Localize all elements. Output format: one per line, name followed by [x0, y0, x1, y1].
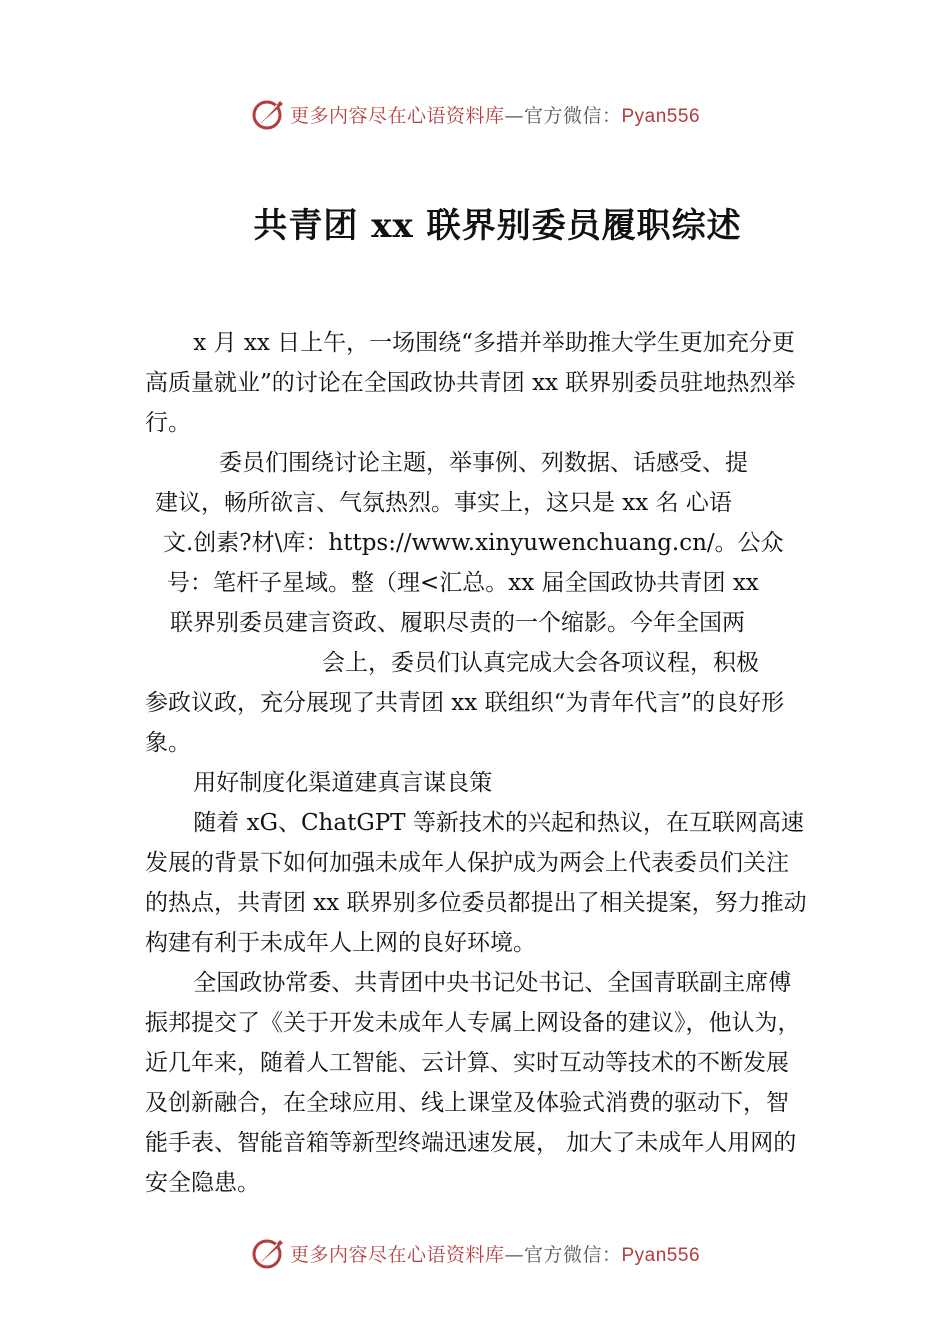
- paragraph-committee-line: 联界别委员建言资政、履职尽责的一个缩影。今年全国两: [170, 610, 745, 636]
- paragraph-committee-line: 委员们围绕讨论主题，举事例、列数据、话感受、提: [219, 450, 748, 476]
- banner-text: [290, 1240, 700, 1267]
- paragraph-intro: x 月 xx 日上午，一场围绕“多措并举助推大学生更加充分更高质量就业”的讨论在全国政协共青团 xx 联界别委员驻地热烈举行。: [145, 330, 796, 436]
- quill-logo-icon: [250, 1235, 286, 1271]
- paragraph-committee-tail: 参政议政，充分展现了共青团 xx 联组织“为青年代言”的良好形象。: [145, 690, 785, 756]
- banner-text: [290, 101, 700, 128]
- paragraph-committee-line: 会上，委员们认真完成大会各项议程，积极: [322, 650, 759, 676]
- paragraph-committee-line: 建议，畅所欲言、气氛热烈。事实上，这只是 xx 名 心语: [155, 490, 732, 516]
- quill-logo-icon: [250, 96, 286, 132]
- banner-library-text: 更多内容尽在心语资料库: [289, 104, 505, 127]
- article-body: [145, 323, 810, 1203]
- paragraph-committee: [145, 443, 810, 683]
- banner-library-text: 更多内容尽在心语资料库: [289, 1243, 505, 1266]
- banner-wechat-label: —官方微信：: [504, 104, 622, 127]
- paragraph-tech: 随着 xG、ChatGPT 等新技术的兴起和热议，在互联网高速发展的背景下如何加强未成年人保护成为两会上代表委员们关注的热点，共青团 xx 联界别多位委员都提出了相关提案，努力推动构建有利于未成年人上网的良好环境。: [145, 810, 807, 956]
- banner-wechat-label: —官方微信：: [504, 1243, 622, 1266]
- page-title: 共青团 xx 联界别委员履职综述: [253, 206, 742, 246]
- banner-wechat-id: Pyan556: [621, 105, 701, 127]
- footer-banner: [0, 1233, 950, 1273]
- paragraph-proposal: 全国政协常委、共青团中央书记处书记、全国青联副主席傅振邦提交了《关于开发未成年人专属上网设备的建议》，他认为，近几年来，随着人工智能、云计算、实时互动等技术的不断发展及创新融合，在全球应用、线上课堂及体验式消费的驱动下，智能手表、智能音箱等新型终端迅速发展， 加大了未成年人用网的安全隐患。: [145, 970, 801, 1196]
- section-heading: 用好制度化渠道建真言谋良策: [193, 770, 493, 796]
- paragraph-committee-line: 文.创素?材\库：https://www.xinyuwenchuang.cn/。公众: [163, 530, 784, 556]
- paragraph-committee-line: 号：笔杆子星域。整（理<汇总。xx 届全国政协共青团 xx: [167, 570, 759, 596]
- banner-wechat-id: Pyan556: [621, 1244, 701, 1266]
- header-banner: [0, 94, 950, 134]
